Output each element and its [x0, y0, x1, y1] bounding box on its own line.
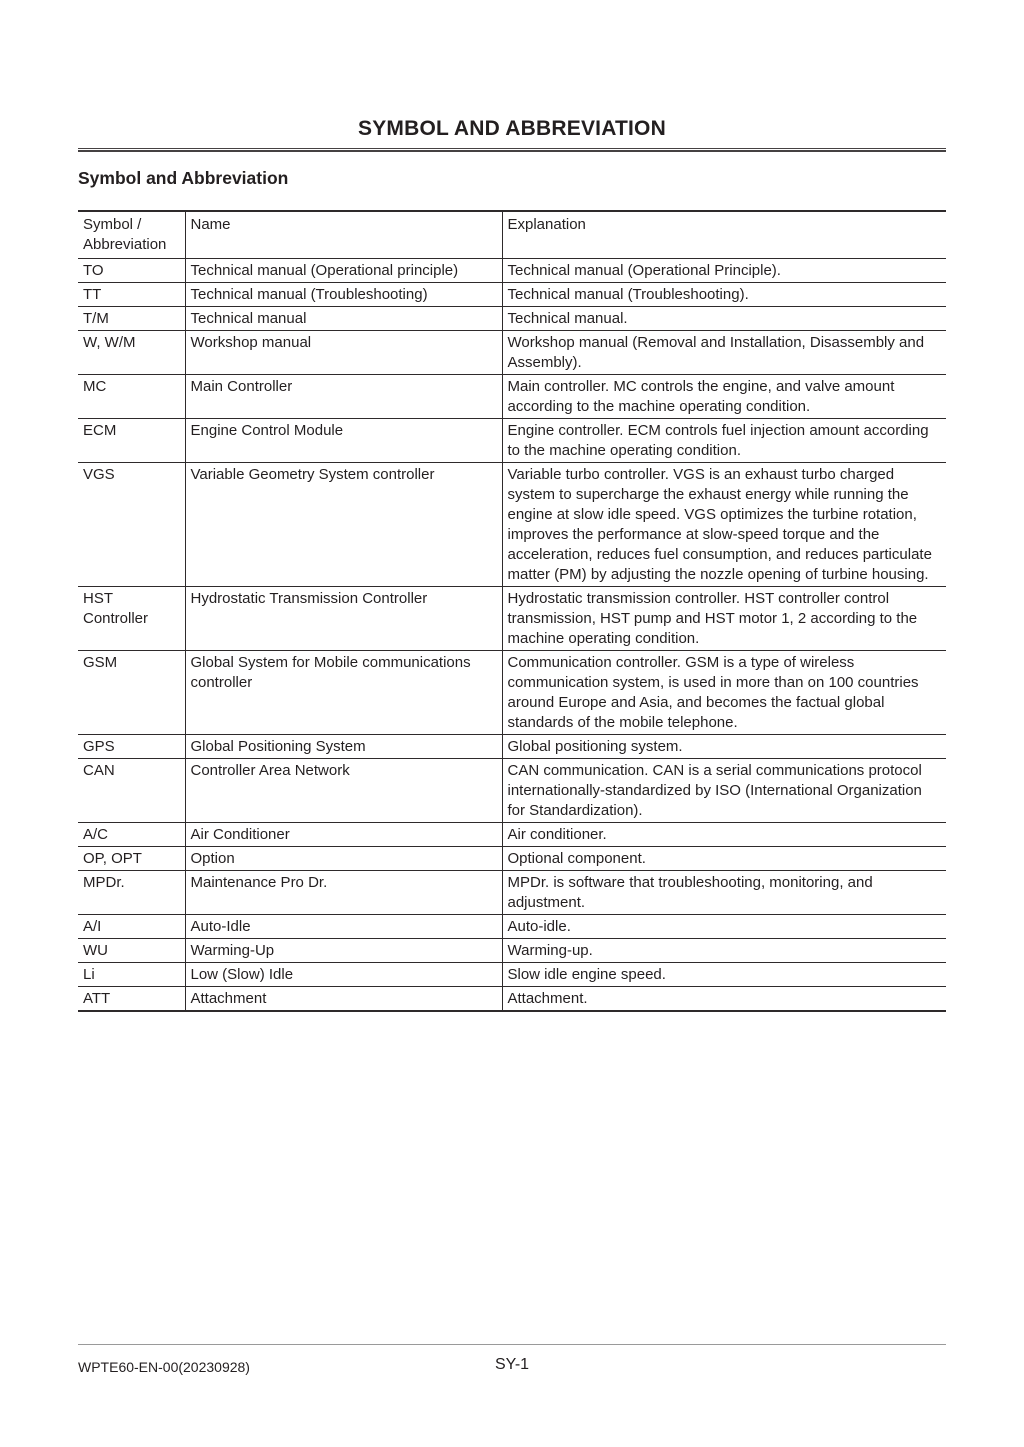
explanation-cell: Optional component. [502, 847, 946, 871]
name-cell: Auto-Idle [185, 915, 502, 939]
document-code: WPTE60-EN-00(20230928) [78, 1359, 250, 1375]
explanation-cell: Warming-up. [502, 939, 946, 963]
footer-divider [78, 1344, 946, 1345]
table-row [78, 963, 946, 987]
explanation-cell: Air conditioner. [502, 823, 946, 847]
name-cell: Maintenance Pro Dr. [185, 871, 502, 915]
name-cell: Controller Area Network [185, 759, 502, 823]
symbol-cell: MC [78, 375, 185, 419]
page-title: SYMBOL AND ABBREVIATION [358, 117, 666, 140]
table-row [78, 939, 946, 963]
page-number: SY-1 [494, 1356, 530, 1373]
explanation-cell: Main controller. MC controls the engine, and valve amount according to the machine operating condition. [502, 375, 946, 419]
explanation-cell: Slow idle engine speed. [502, 963, 946, 987]
symbol-cell: Li [78, 963, 185, 987]
table-row [78, 987, 946, 1012]
explanation-cell: Workshop manual (Removal and Installation, Disassembly and Assembly). [502, 331, 946, 375]
explanation-cell: Communication controller. GSM is a type of wireless communication system, is used in more than on 100 countries around Europe and Asia, and becomes the factual global standards of the mobile telephone. [502, 651, 946, 735]
symbol-cell: A/C [78, 823, 185, 847]
symbol-cell: T/M [78, 307, 185, 331]
name-cell: Option [185, 847, 502, 871]
abbreviation-table-body [78, 259, 946, 1012]
name-cell: Technical manual (Operational principle) [185, 259, 502, 283]
symbol-cell: TO [78, 259, 185, 283]
explanation-cell: Global positioning system. [502, 735, 946, 759]
column-header-name: Name [185, 211, 502, 259]
symbol-abbreviation-table [78, 210, 946, 1012]
explanation-cell: Attachment. [502, 987, 946, 1012]
symbol-cell: MPDr. [78, 871, 185, 915]
name-cell: Workshop manual [185, 331, 502, 375]
name-cell: Technical manual [185, 307, 502, 331]
table-row [78, 331, 946, 375]
page-content [78, 0, 946, 1012]
table-row [78, 259, 946, 283]
symbol-cell: GPS [78, 735, 185, 759]
name-cell: Low (Slow) Idle [185, 963, 502, 987]
name-cell: Global Positioning System [185, 735, 502, 759]
explanation-cell: Auto-idle. [502, 915, 946, 939]
explanation-cell: Variable turbo controller. VGS is an exhaust turbo charged system to supercharge the exhaust energy while running the engine at slow idle speed. VGS optimizes the turbine rotation, improves the performance at slow-speed torque and the acceleration, reduces fuel consumption, and reduces particulate matter (PM) by adjusting the nozzle opening of turbine housing. [502, 463, 946, 587]
table-row [78, 759, 946, 823]
symbol-cell: CAN [78, 759, 185, 823]
table-row [78, 587, 946, 651]
table-row [78, 419, 946, 463]
name-cell: Warming-Up [185, 939, 502, 963]
symbol-cell: ATT [78, 987, 185, 1012]
symbol-cell: WU [78, 939, 185, 963]
name-cell: Engine Control Module [185, 419, 502, 463]
symbol-cell: HST Controller [78, 587, 185, 651]
name-cell: Main Controller [185, 375, 502, 419]
symbol-cell: VGS [78, 463, 185, 587]
page-footer [78, 1355, 946, 1379]
table-row [78, 651, 946, 735]
column-header-explanation: Explanation [502, 211, 946, 259]
section-heading: Symbol and Abbreviation [78, 168, 289, 188]
table-row [78, 847, 946, 871]
explanation-cell: Technical manual. [502, 307, 946, 331]
symbol-cell: ECM [78, 419, 185, 463]
explanation-cell: Hydrostatic transmission controller. HST controller control transmission, HST pump and HST motor 1, 2 according to the machine operating condition. [502, 587, 946, 651]
name-cell: Attachment [185, 987, 502, 1012]
symbol-cell: TT [78, 283, 185, 307]
symbol-cell: W, W/M [78, 331, 185, 375]
explanation-cell: Engine controller. ECM controls fuel injection amount according to the machine operating condition. [502, 419, 946, 463]
table-row [78, 283, 946, 307]
name-cell: Air Conditioner [185, 823, 502, 847]
name-cell: Global System for Mobile communications controller [185, 651, 502, 735]
symbol-cell: GSM [78, 651, 185, 735]
name-cell: Variable Geometry System controller [185, 463, 502, 587]
table-row [78, 823, 946, 847]
symbol-cell: OP, OPT [78, 847, 185, 871]
explanation-cell: MPDr. is software that troubleshooting, monitoring, and adjustment. [502, 871, 946, 915]
explanation-cell: Technical manual (Troubleshooting). [502, 283, 946, 307]
title-divider [78, 148, 946, 152]
table-row [78, 307, 946, 331]
table-header-row [78, 211, 946, 259]
column-header-symbol-abbreviation: Symbol / Abbreviation [78, 211, 185, 259]
explanation-cell: Technical manual (Operational Principle). [502, 259, 946, 283]
table-row [78, 375, 946, 419]
table-row [78, 871, 946, 915]
table-row [78, 735, 946, 759]
table-row [78, 463, 946, 587]
explanation-cell: CAN communication. CAN is a serial communications protocol internationally-standardized by ISO (International Organization for Standardization). [502, 759, 946, 823]
symbol-cell: A/I [78, 915, 185, 939]
name-cell: Hydrostatic Transmission Controller [185, 587, 502, 651]
name-cell: Technical manual (Troubleshooting) [185, 283, 502, 307]
table-row [78, 915, 946, 939]
